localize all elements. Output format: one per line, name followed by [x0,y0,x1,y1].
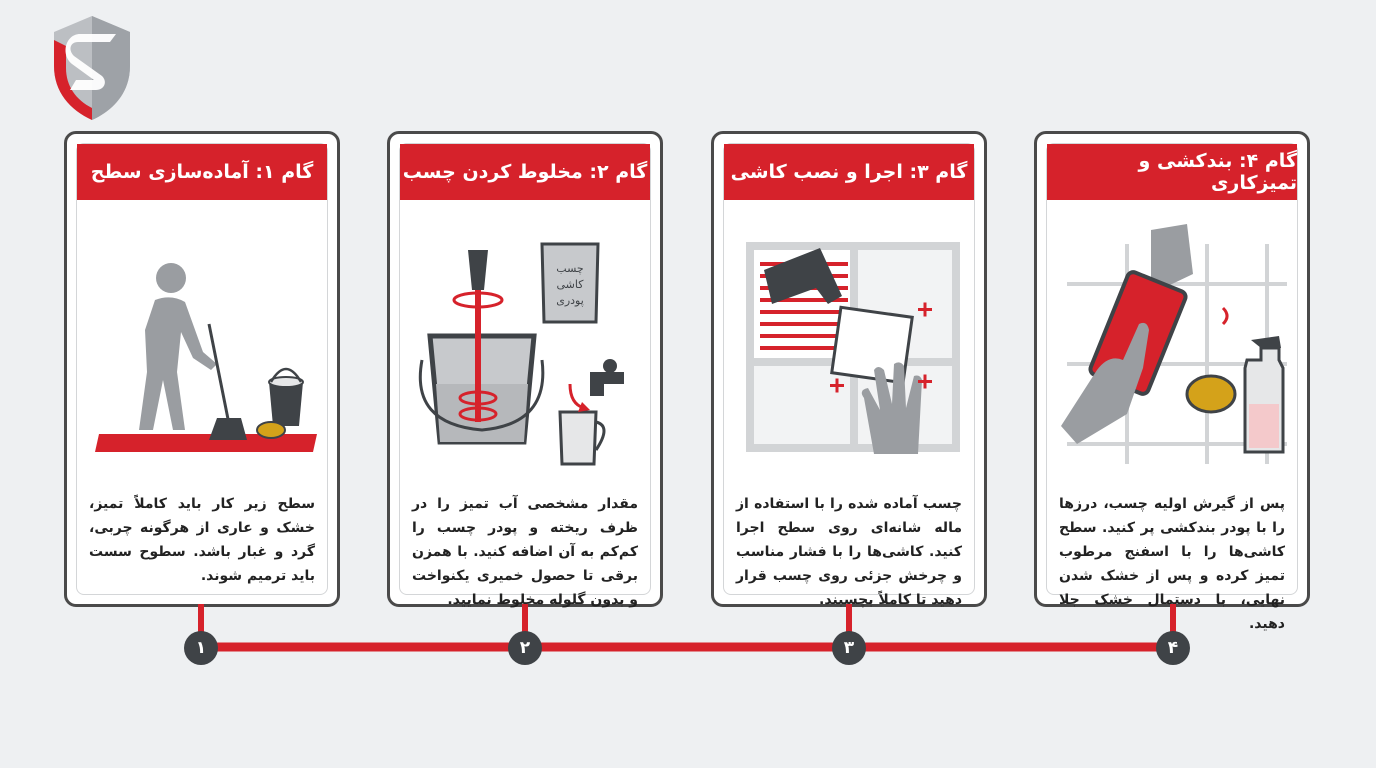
step-card-inner [723,143,975,608]
step-number-3: ۳ [832,631,866,665]
step-description: سطح زیر کار باید کاملاً تمیز، خشک و عاری از هرگونه چربی، گرد و غبار باشد. سطوح سست باید ترمیم شوند. [89,496,315,584]
mixing-bucket-icon [400,204,656,474]
step-description: پس از گیرش اولیه چسب، درزها را با پودر بندکشی پر کنید. سطح کاشی‌ها را با اسفنج مرطوب تمیز کرده و پس از خشک شدن نهایی، با دستمال خشک جلا دهید. [1059,496,1285,632]
step-title: گام ۳: اجرا و نصب کاشی [724,144,974,200]
step-card-1 [64,131,340,607]
tile-installation-icon [724,204,980,474]
bag-label: پودری [556,294,584,307]
step-number-4: ۴ [1156,631,1190,665]
step-number-1: ۱ [184,631,218,665]
step-card-inner [1046,143,1298,632]
person-mopping-icon [77,204,333,474]
step-card-inner [76,143,328,595]
step-description: مقدار مشخصی آب تمیز را در ظرف ریخته و پودر چسب را کم‌کم به آن اضافه کنید. با همزن برقی تا حصول خمیری یکنواخت و بدون گلوله مخلوط نمایید. [412,496,638,608]
step-number-2: ۲ [508,631,542,665]
step-card-2 [387,131,663,607]
step-title: گام ۱: آماده‌سازی سطح [77,144,327,200]
step-title: گام ۴: بندکشی و تمیزکاری [1047,144,1297,200]
grouting-cleaning-icon [1047,204,1303,474]
step-card-inner [399,143,651,608]
step-title: گام ۲: مخلوط کردن چسب [400,144,650,200]
bag-label: چسب [556,262,584,275]
step-description: چسب آماده شده را با استفاده از ماله شانه‌ای روی سطح اجرا کنید. کاشی‌ها را با فشار مناسب و چرخش جزئی روی چسب قرار دهید تا کاملاً بچسبند. [736,496,962,608]
shield-s-logo-icon [48,12,136,124]
step-card-4 [1034,131,1310,632]
step-card-3 [711,131,987,607]
bag-label: کاشی [556,278,584,291]
